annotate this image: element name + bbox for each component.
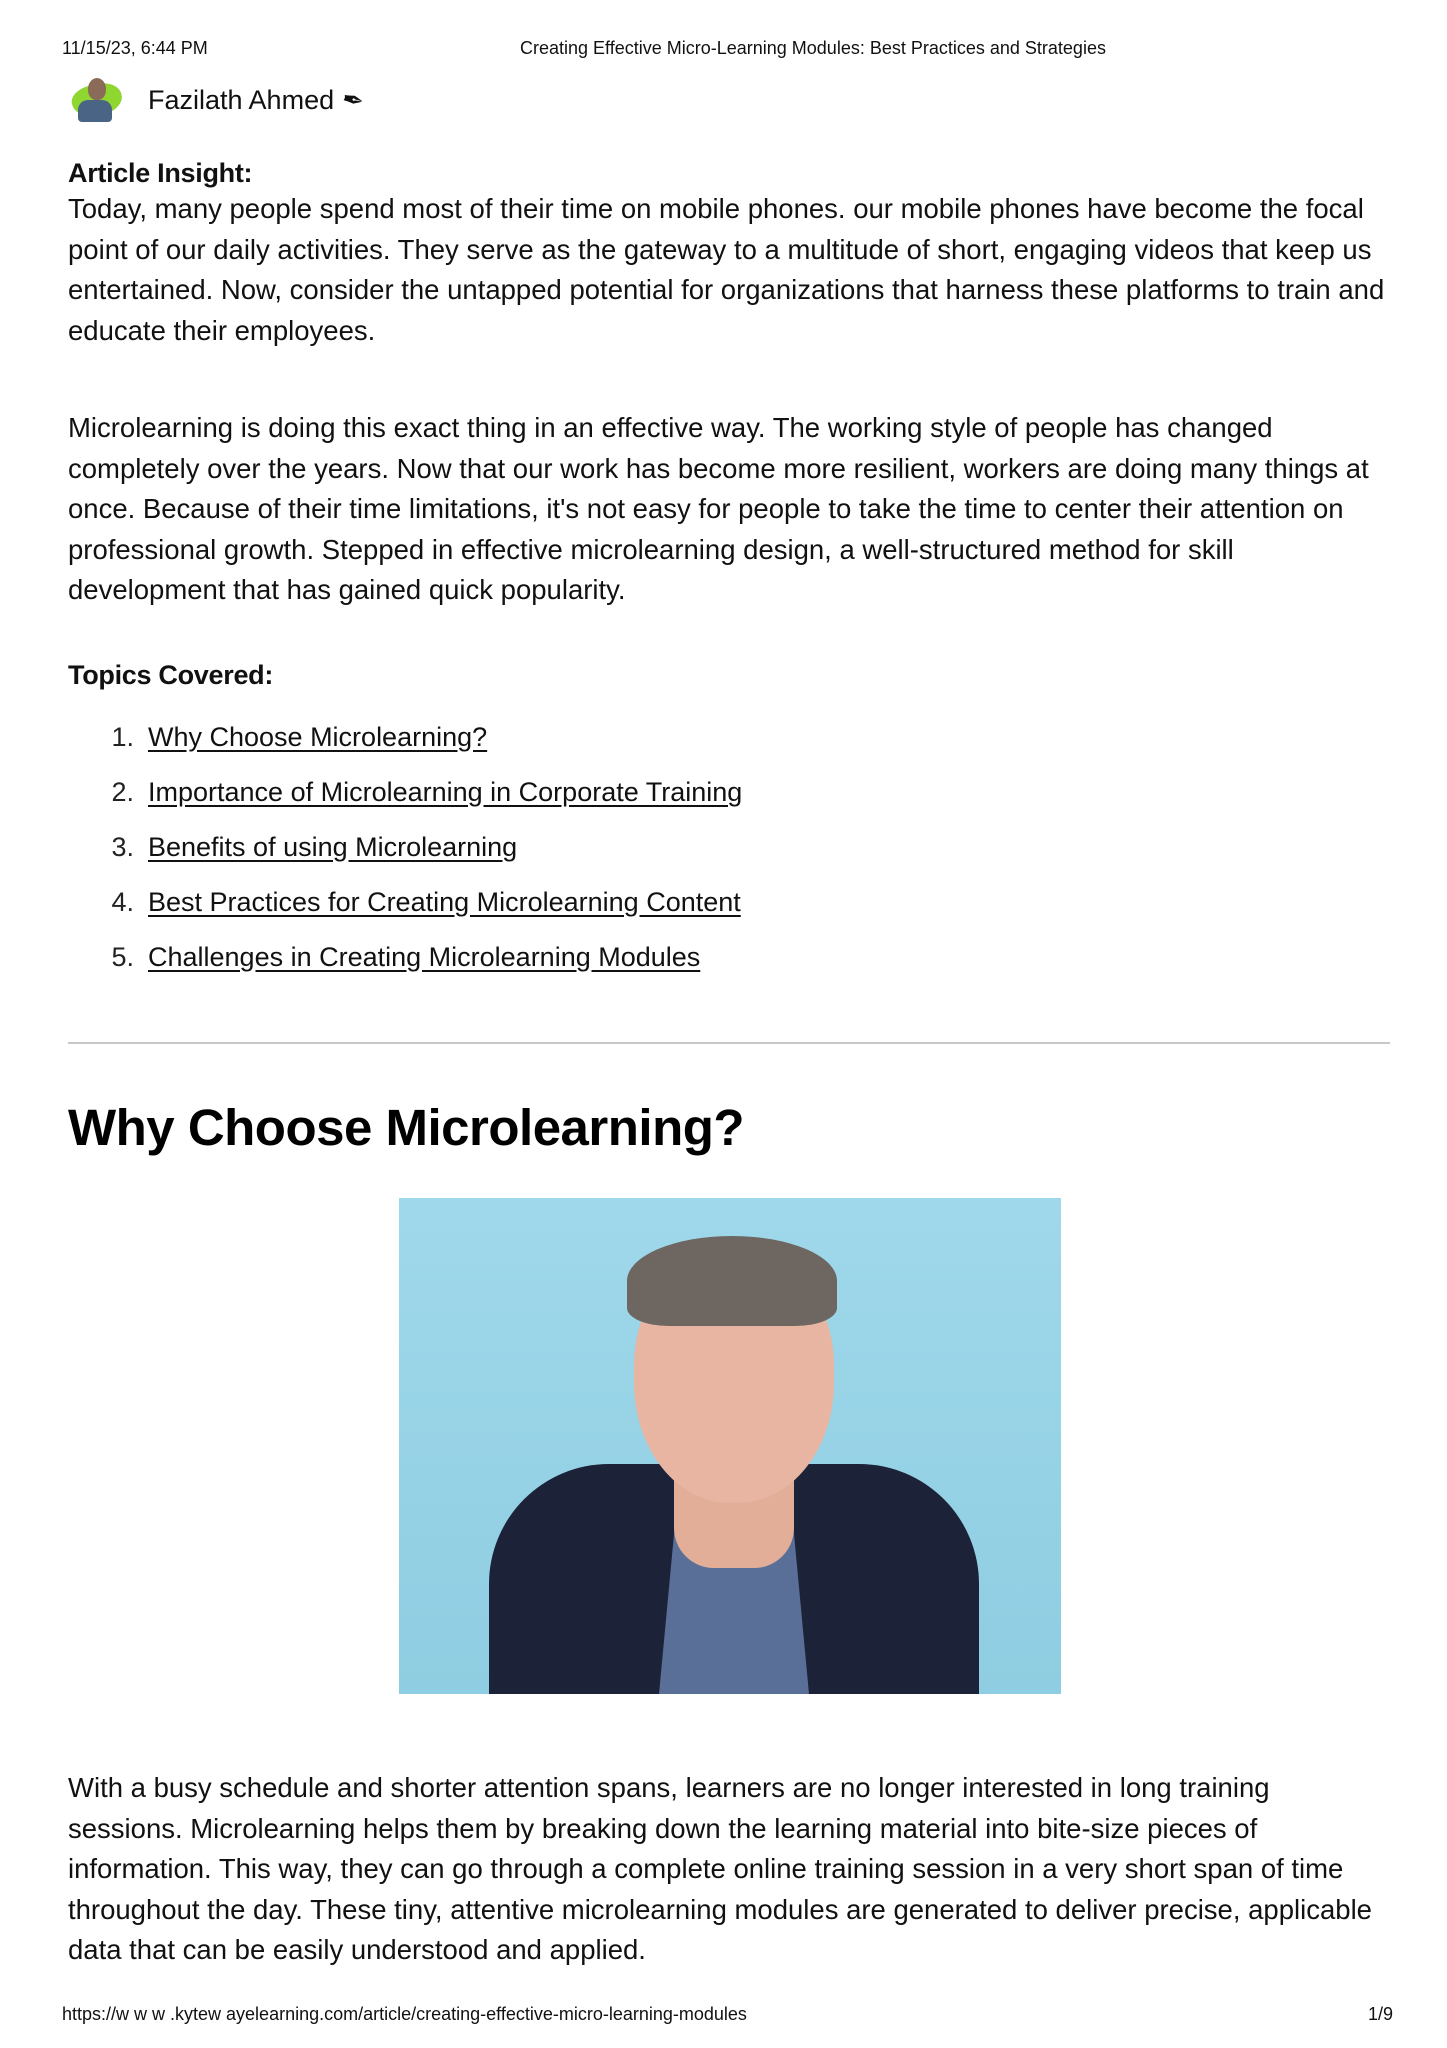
print-page-title: Creating Effective Micro-Learning Modules: Best Practices and Strategies (520, 38, 1106, 58)
avatar-head (88, 78, 106, 100)
topic-item (68, 777, 742, 832)
topics-label: Topics Covered: (68, 660, 274, 690)
page-number: 1/9 (1368, 2004, 1394, 2024)
article-insight (68, 158, 1388, 351)
section-paragraph: With a busy schedule and shorter attention spans, learners are no longer interested in long training sessions. Microlearning helps them by breaking down the learning material into bite-size pieces of information. This way, they can go through a complete online training session in a very short span of time throughout the day. These tiny, attentive microlearning modules are generated to deliver precise, applicable data that can be easily understood and applied. (68, 1772, 1372, 1965)
topic-item (68, 887, 742, 942)
print-datetime: 11/15/23, 6:44 PM (62, 38, 208, 58)
topic-number: 1. (111, 722, 134, 752)
section-heading: Why Choose Microlearning? (68, 1099, 745, 1156)
topic-link-why-choose[interactable]: Why Choose Microlearning? (148, 722, 488, 752)
print-header (0, 38, 1447, 62)
quill-icon: ✒ (339, 82, 367, 117)
topic-link-benefits[interactable]: Benefits of using Microlearning (148, 832, 518, 862)
topic-link-challenges[interactable]: Challenges in Creating Microlearning Modules (148, 942, 701, 972)
author-byline (68, 72, 367, 128)
print-url: https://w w w .kytew ayelearning.com/article/creating-effective-micro-learning-modules (62, 2004, 747, 2024)
avatar[interactable] (68, 74, 126, 126)
section-image (399, 1198, 1061, 1694)
topic-number: 5. (111, 942, 134, 972)
topic-item (68, 832, 742, 887)
topic-number: 4. (111, 887, 134, 917)
image-hair (627, 1236, 837, 1326)
section-divider (68, 1042, 1390, 1044)
topic-link-best-practices[interactable]: Best Practices for Creating Microlearning Content (148, 887, 741, 917)
topic-number: 3. (111, 832, 134, 862)
topic-item (68, 722, 742, 777)
article-insight-label: Article Insight: (68, 158, 253, 188)
article-insight-text: Today, many people spend most of their time on mobile phones. our mobile phones have become the focal point of our daily activities. They serve as the gateway to a multitude of short, engaging videos that keep us entertained. Now, consider the untapped potential for organizations that harness these platforms to train and educate their employees. (68, 193, 1385, 346)
topic-link-importance[interactable]: Importance of Microlearning in Corporate Training (148, 777, 743, 807)
topics-list (68, 722, 742, 997)
topic-item (68, 942, 742, 997)
author-name[interactable]: Fazilath Ahmed (148, 84, 335, 115)
topic-number: 2. (111, 777, 134, 807)
intro-paragraph: Microlearning is doing this exact thing in an effective way. The working style of people has changed completely over the years. Now that our work has become more resilient, workers are doing many things at once. Because of their time limitations, it's not easy for people to take the time to center their attention on professional growth. Stepped in effective microlearning design, a well-structured method for skill development that has gained quick popularity. (68, 412, 1369, 605)
avatar-body (78, 100, 112, 122)
